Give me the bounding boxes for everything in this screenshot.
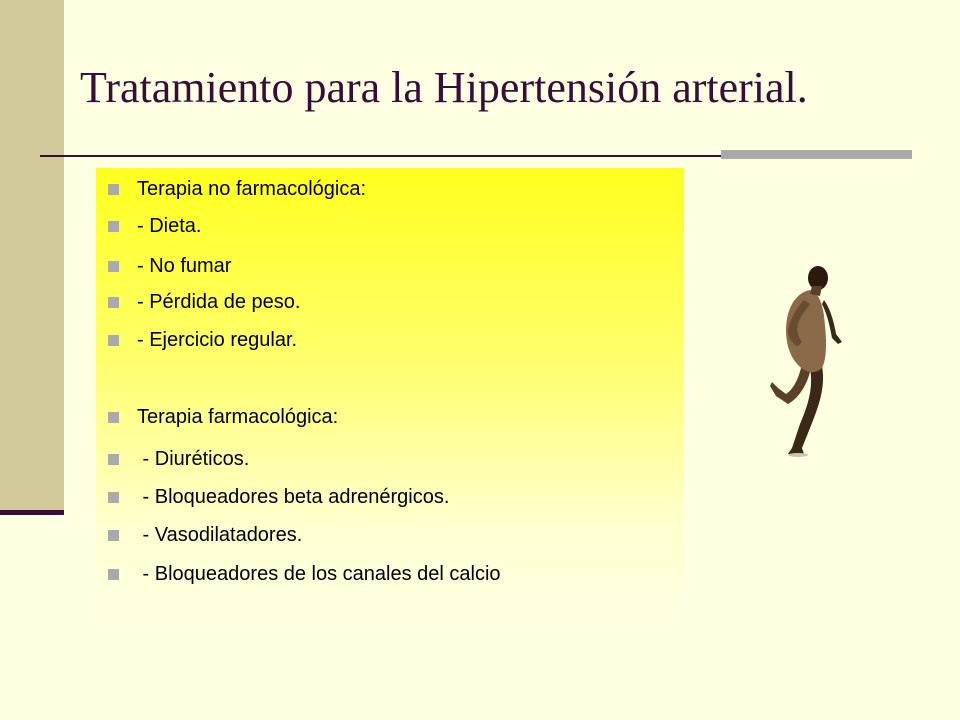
slide-title: Tratamiento para la Hipertensión arterial. <box>80 63 808 112</box>
title-underline-accent <box>721 150 912 159</box>
running-man-illustration <box>752 264 852 460</box>
square-bullet-icon <box>108 530 119 541</box>
bullet-text: - Vasodilatadores. <box>137 523 303 546</box>
square-bullet-icon <box>108 454 119 465</box>
bullet-text: - Dieta. <box>137 214 202 237</box>
bullet-content-box <box>96 168 684 612</box>
square-bullet-icon <box>108 335 119 346</box>
bullet-text: - No fumar <box>137 254 232 277</box>
square-bullet-icon <box>108 221 119 232</box>
left-bar-accent-line <box>0 510 64 515</box>
bullet-item <box>108 521 302 549</box>
bullet-text: Terapia no farmacológica: <box>137 177 367 200</box>
bullet-text: - Pérdida de peso. <box>137 290 301 313</box>
square-bullet-icon <box>108 412 119 423</box>
bullet-text: Terapia farmacológica: <box>137 405 339 428</box>
bullet-item <box>108 288 300 316</box>
bullet-text: - Diuréticos. <box>137 447 250 470</box>
bullet-item <box>108 326 297 354</box>
bullet-text: - Ejercicio regular. <box>137 328 298 351</box>
bullet-text: - Bloqueadores beta adrenérgicos. <box>137 485 450 508</box>
square-bullet-icon <box>108 492 119 503</box>
bullet-text: - Bloqueadores de los canales del calcio <box>137 562 501 585</box>
bullet-item <box>108 445 249 473</box>
bullet-item <box>108 560 501 588</box>
square-bullet-icon <box>108 184 119 195</box>
square-bullet-icon <box>108 569 119 580</box>
bullet-item <box>108 252 231 280</box>
bullet-item <box>108 175 366 203</box>
bullet-item <box>108 212 201 240</box>
square-bullet-icon <box>108 261 119 272</box>
left-decorative-bar <box>0 0 64 510</box>
square-bullet-icon <box>108 297 119 308</box>
bullet-item <box>108 403 338 431</box>
bullet-item <box>108 483 449 511</box>
